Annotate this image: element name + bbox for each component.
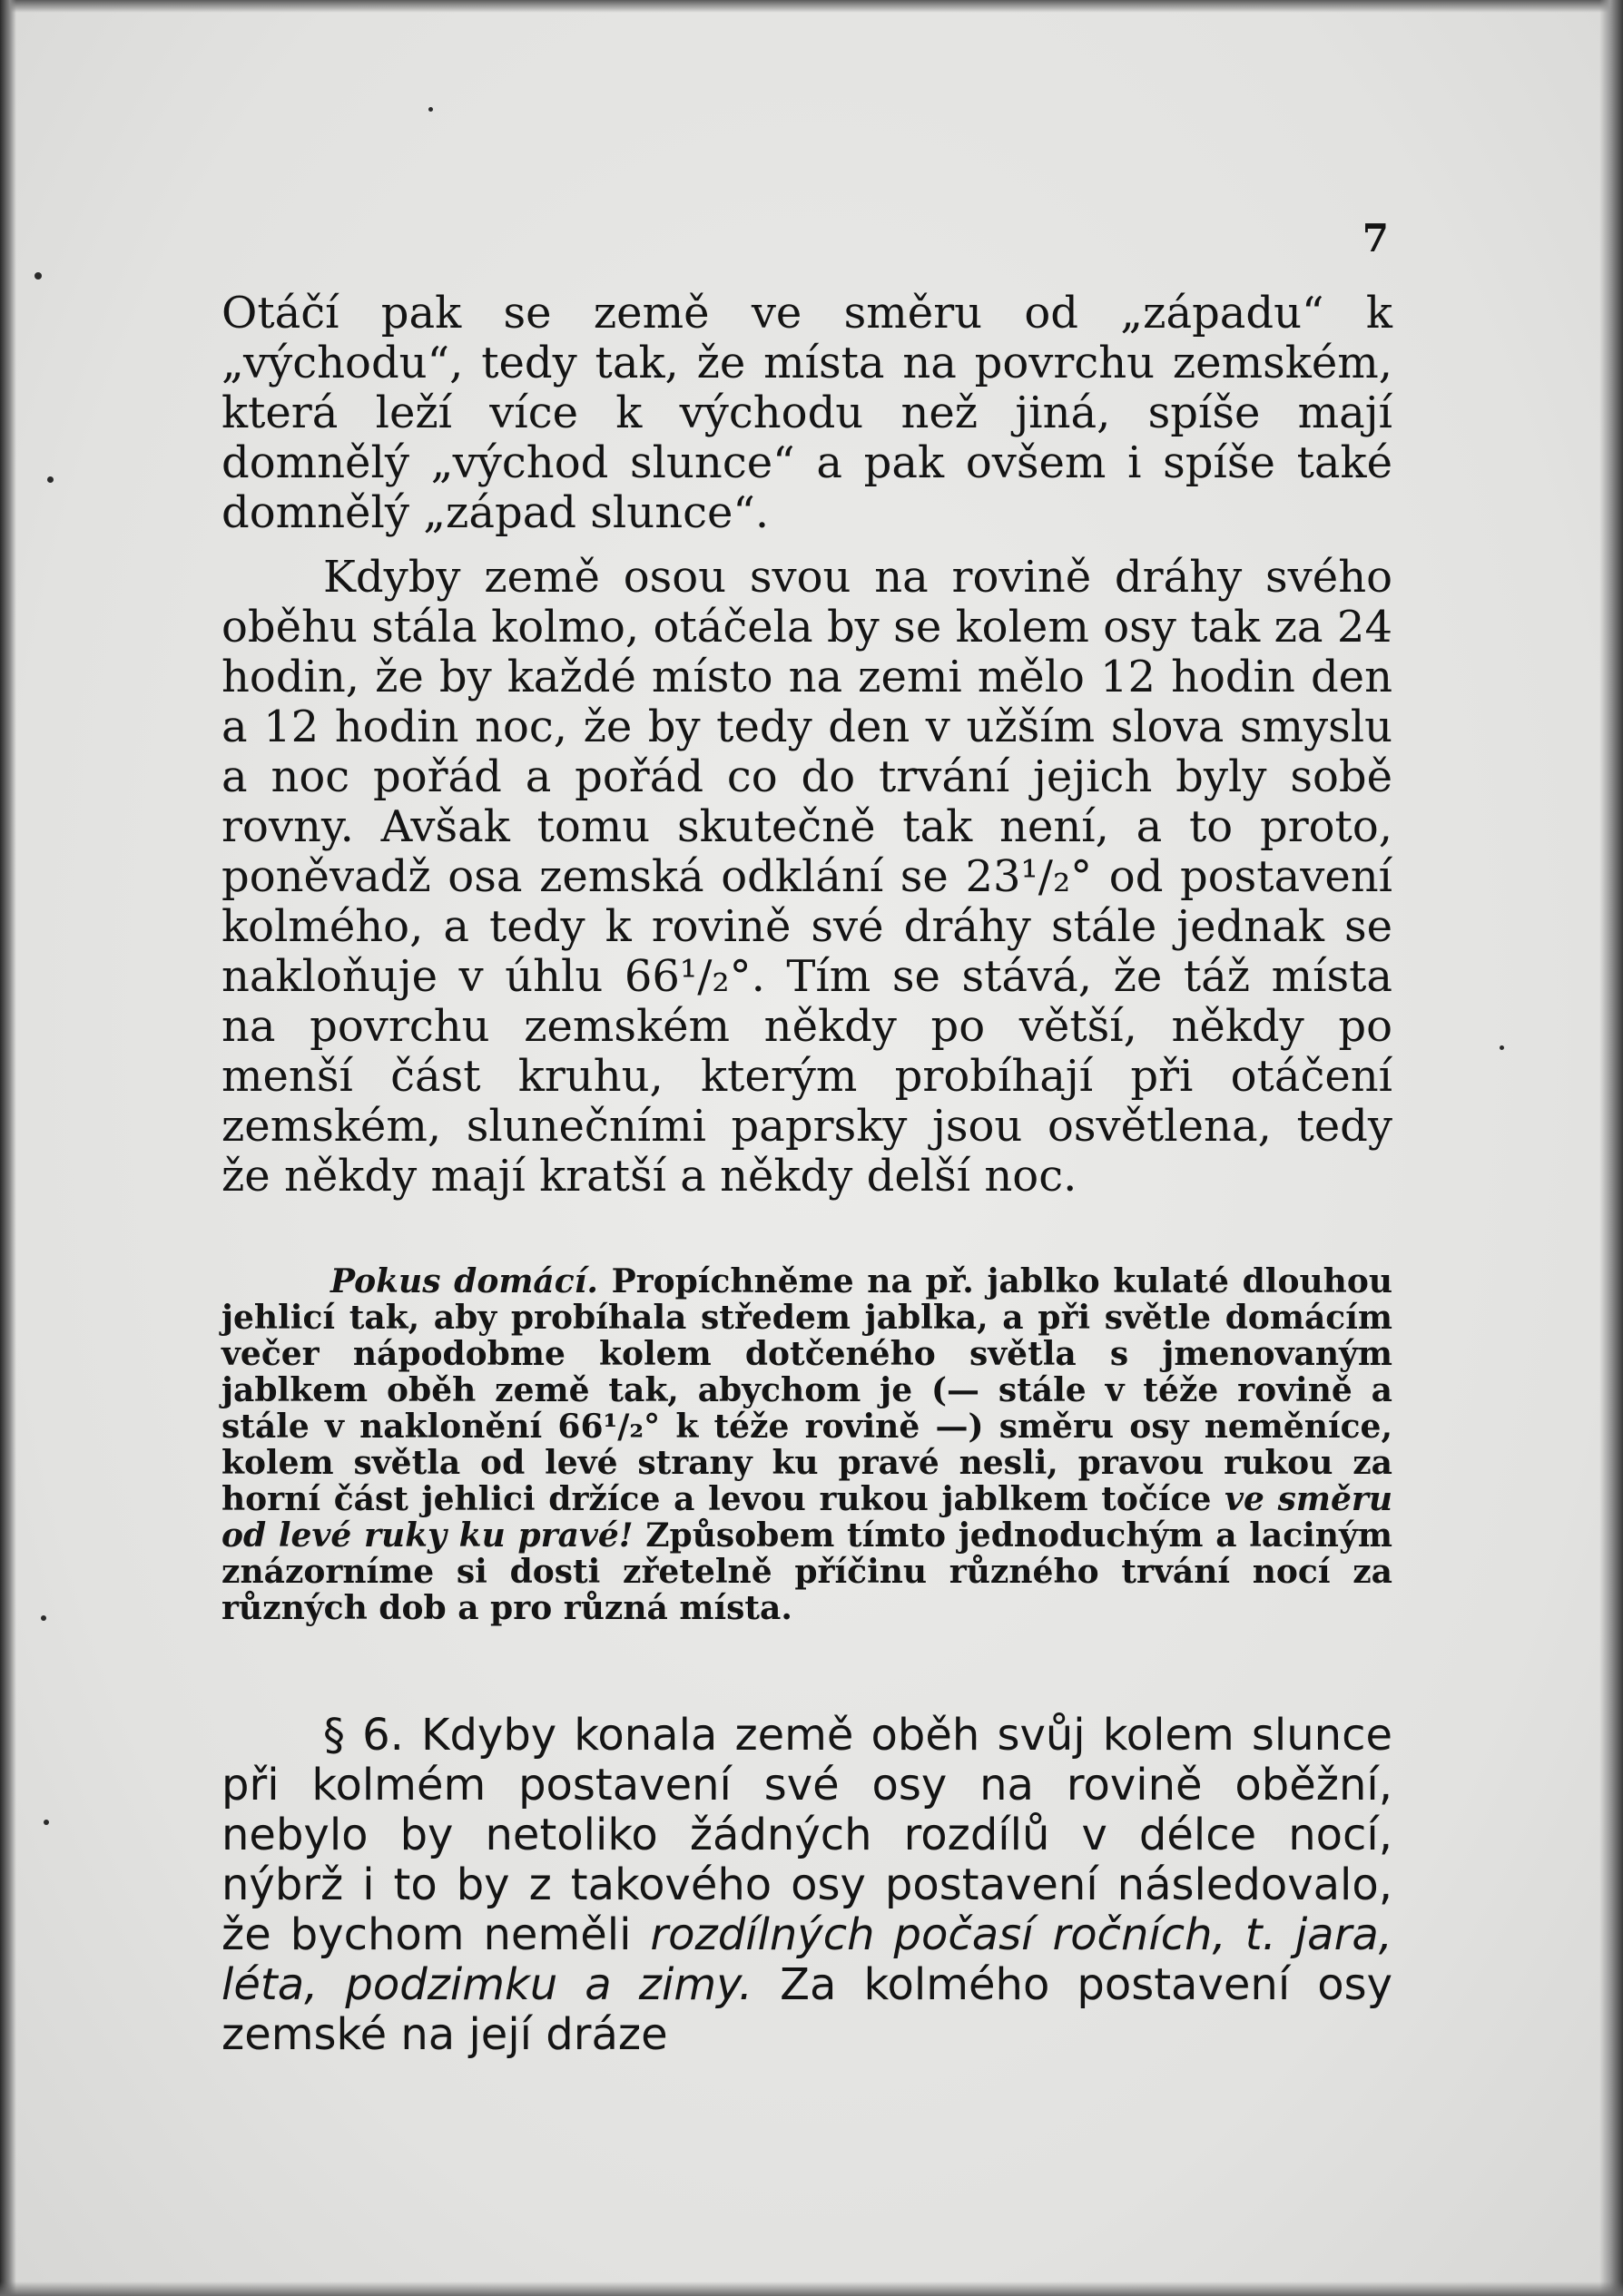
scan-speck — [428, 107, 433, 112]
paragraph-1: Otáčí pak se země ve směru od „západu“ k „východu“, tedy tak, že místa na povrchu zemském, která leží více k východu než jiná, spíše mají domnělý „východ slunce“ a pak ovšem i spíše také domnělý „západ slunce“. — [221, 288, 1392, 538]
scan-speck — [47, 476, 54, 483]
home-experiment-note — [221, 1263, 1392, 1626]
section-6-part1: § 6. Kdyby konala země oběh svůj kolem slunce při kolmém postavení své osy na rovině oběžní, nebylo by netoliko žádných rozdílů v délce nocí, nýbrž i to by z takového osy postavení následovalo, že bychom neměli — [221, 1710, 1392, 1960]
page-edge-left — [0, 0, 16, 2296]
note-lead: Pokus domácí. — [330, 1262, 598, 1300]
section-6-emphasis: rozdílných počasí ročních, t. jara, léta, podzimku a zimy. — [221, 1909, 1392, 2010]
scan-speck — [34, 272, 42, 280]
section-6-paragraph — [221, 1711, 1392, 2060]
page-number: 7 — [1362, 216, 1389, 260]
section-6 — [221, 1711, 1392, 2060]
scan-speck — [41, 1615, 46, 1621]
note-text-part1: Propíchněme na př. jablko kulaté dlouhou jehlicí tak, aby probíhala středem jablka, a při světle domácím večer nápodobme kolem dotčeného světla s jmenovaným jablkem oběh země tak, abychom je (— stále v téže rovině a stále v naklonění 66¹/₂° k téže rovině —) směru osy neměníce, kolem světla od levé strany ku pravé nesli, pravou rukou za horní část jehlici držíce a levou rukou jablkem točíce — [221, 1262, 1392, 1518]
main-text — [221, 289, 1392, 1202]
scan-speck — [1500, 1045, 1504, 1050]
paragraph-2: Kdyby země osou svou na rovině dráhy svého oběhu stála kolmo, otáčela by se kolem osy tak za 24 hodin, že by každé místo na zemi mělo 12 hodin den a 12 hodin noc, že by tedy den v užším slova smyslu a noc pořád a pořád co do trvání jejich byly sobě rovny. Avšak tomu skutečně tak není, a to proto, poněvadž osa zemská odklání se 23¹/₂° od postavení kolmého, a tedy k rovině své dráhy stále jednak se nakloňuje v úhlu 66¹/₂°. Tím se stává, že táž místa na povrchu zemském někdy po větší, někdy po menší část kruhu, kterým probíhají při otáčení zemském, slunečními paprsky jsou osvětlena, tedy že někdy mají kratší a někdy delší noc. — [221, 552, 1392, 1202]
section-6-part2: Za kolmého postavení osy zemské na její dráze — [221, 1959, 1392, 2060]
note-text-part2: Způsobem tímto jednoduchým a laciným znázorníme si dosti zřetelně příčinu různého trvání nocí za různých dob a pro různá místa. — [221, 1516, 1392, 1627]
page-edge-top — [0, 0, 1623, 13]
note-paragraph — [221, 1263, 1392, 1626]
scan-speck — [44, 1820, 49, 1825]
page-edge-bottom — [0, 2281, 1623, 2296]
page-edge-right — [1599, 0, 1623, 2296]
note-emphasis: ve směru od levé ruky ku pravé! — [221, 1480, 1392, 1555]
